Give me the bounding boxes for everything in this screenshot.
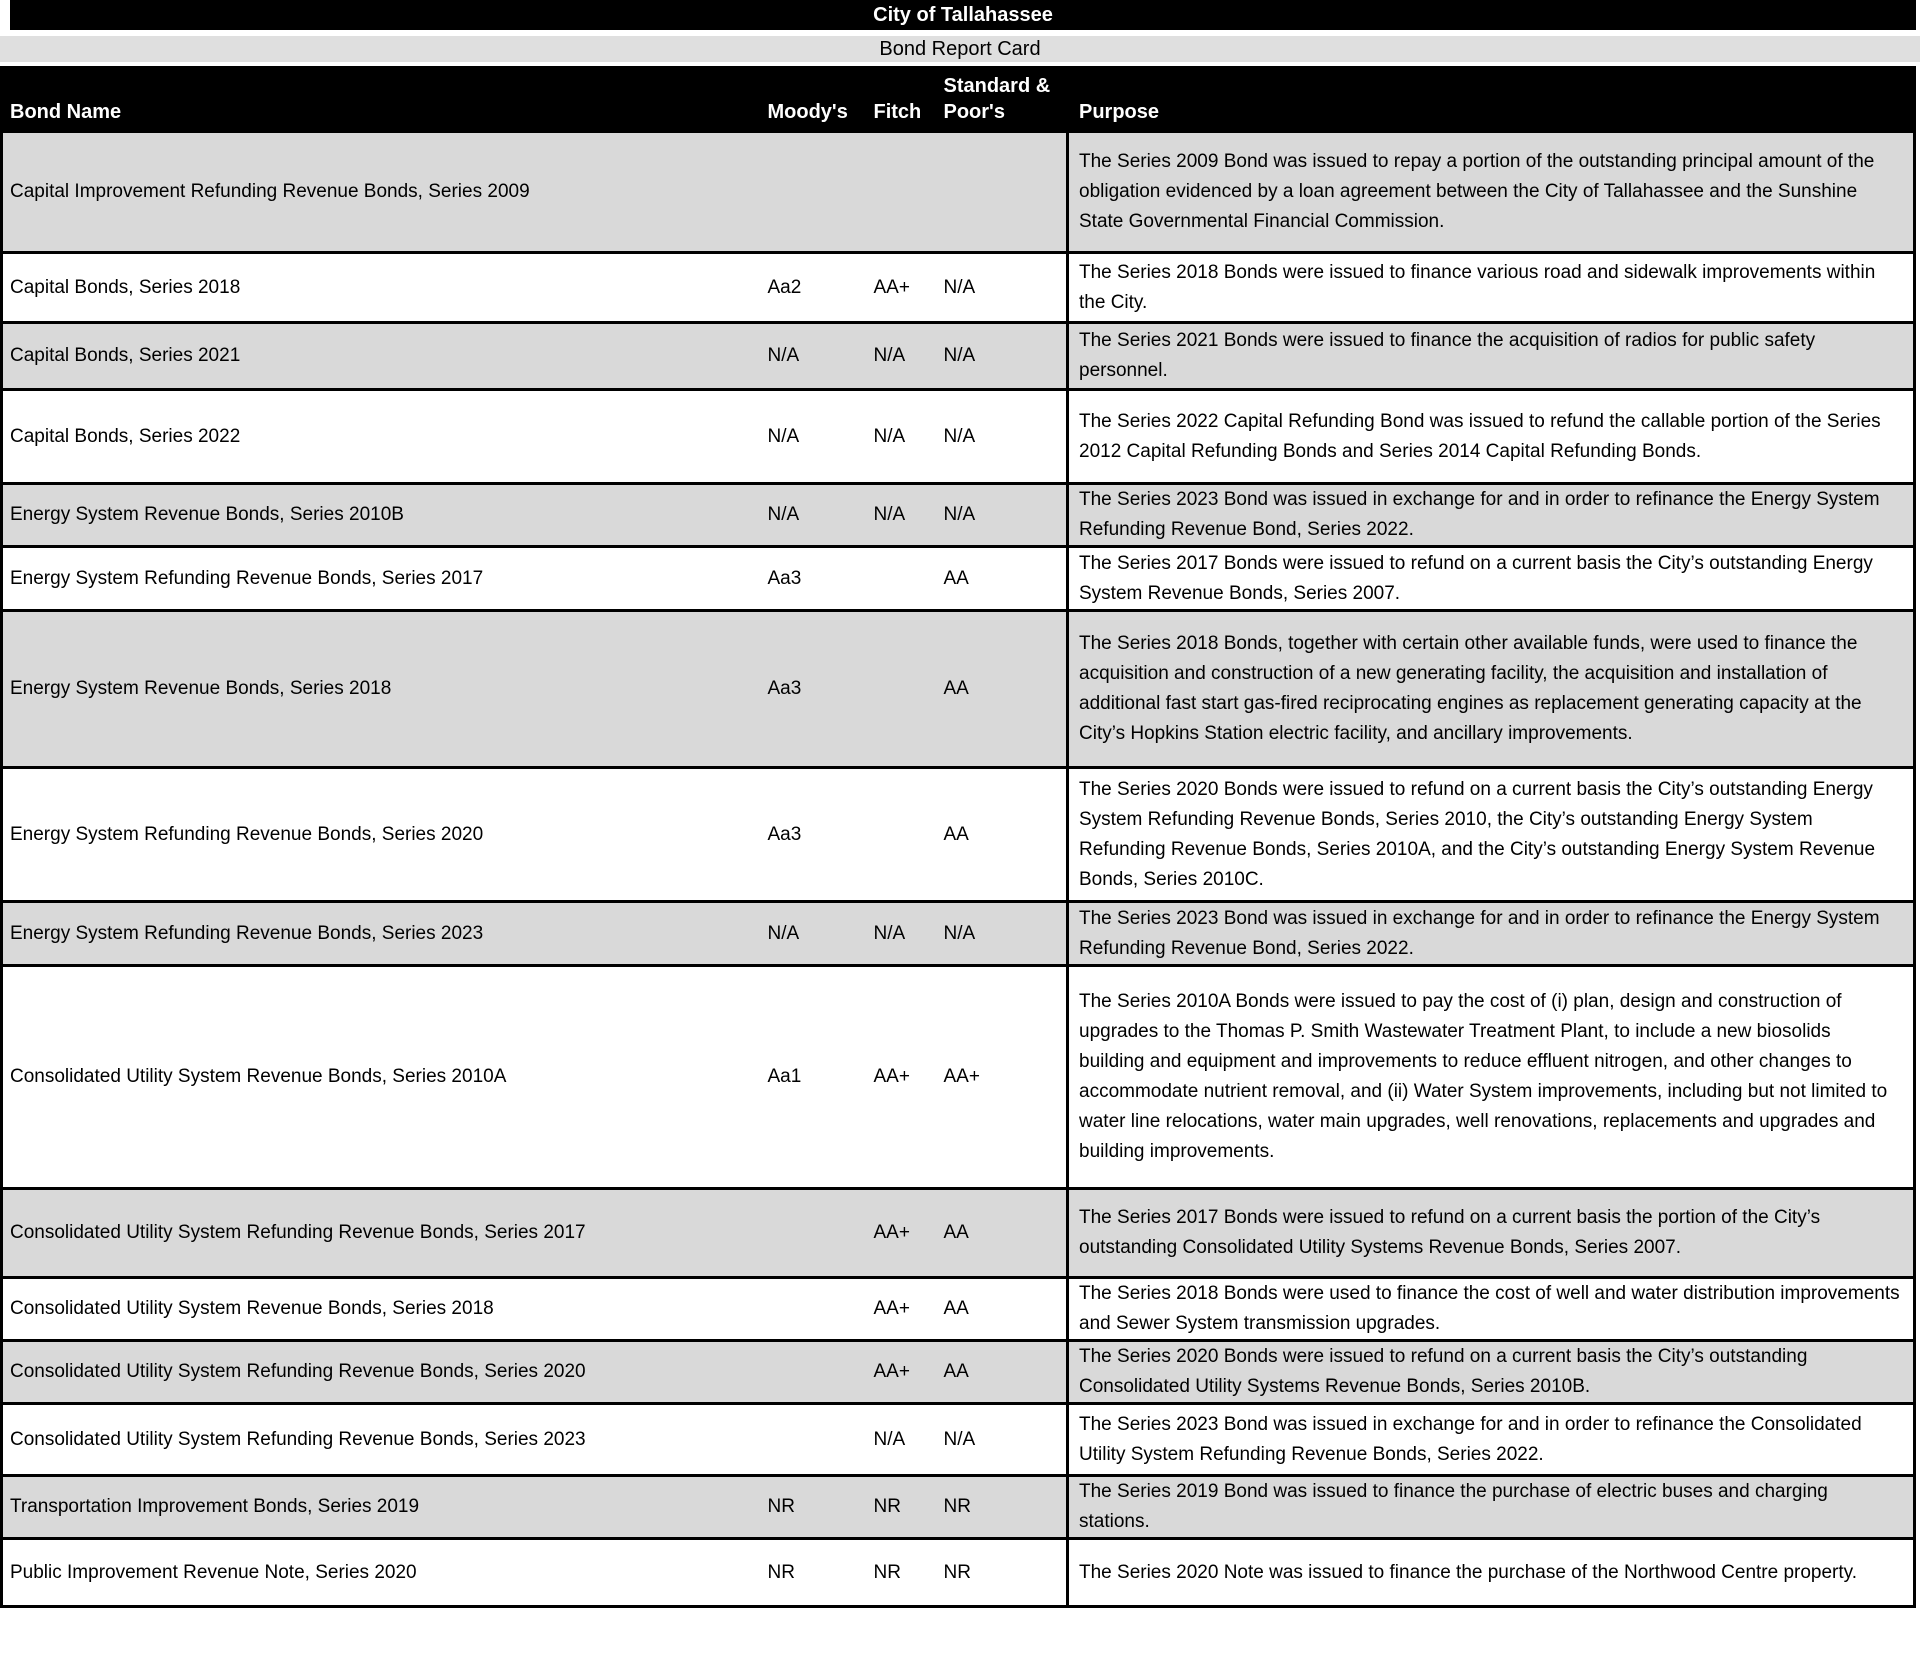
col-header-fitch: Fitch (873, 101, 922, 123)
sp-rating-cell: AA (943, 1222, 969, 1243)
sp-rating-cell: N/A (943, 345, 976, 366)
moodys-rating-cell: Aa3 (767, 678, 802, 699)
bond-name-cell: Energy System Refunding Revenue Bonds, Series 2023 (10, 922, 484, 944)
table-row (2, 1476, 1915, 1539)
fitch-rating-cell: AA+ (873, 1361, 910, 1382)
fitch-rating-cell (870, 547, 940, 611)
table-row (2, 1341, 1915, 1404)
sp-rating-cell: NR (943, 1561, 971, 1583)
sp-rating-cell: AA (943, 823, 969, 845)
moodys-rating-cell: N/A (767, 345, 800, 366)
moodys-rating-cell: Aa1 (767, 1066, 802, 1087)
purpose-cell: The Series 2017 Bonds were issued to refund on a current basis the portion of the City’s outstanding Consolidated Utility Systems Revenue Bonds, Series 2007. (1068, 1189, 1915, 1278)
sp-rating-cell: N/A (943, 276, 976, 298)
table-row (2, 484, 1915, 547)
col-header-sp-line2: Poor's (943, 101, 1005, 123)
sp-rating-cell: N/A (943, 1428, 976, 1450)
table-row (2, 132, 1915, 253)
moodys-rating-cell: N/A (767, 922, 800, 944)
purpose-cell: The Series 2009 Bond was issued to repay a portion of the outstanding principal amount of the obligation evidenced by a loan agreement between the City of Tallahassee and the Sunshine State Governmental Financial Commission. (1068, 132, 1915, 253)
fitch-rating-cell (870, 768, 940, 902)
report-title-bar (10, 0, 1916, 30)
purpose-cell: The Series 2019 Bond was issued to finance the purchase of electric buses and charging stations. (1068, 1476, 1915, 1539)
purpose-cell: The Series 2023 Bond was issued in exchange for and in order to refinance the Energy System Refunding Revenue Bond, Series 2022. (1068, 484, 1915, 547)
bond-name-cell: Capital Improvement Refunding Revenue Bonds, Series 2009 (10, 181, 530, 202)
table-row (2, 1278, 1915, 1341)
sp-rating-cell: AA+ (943, 1066, 980, 1087)
col-header-moodys: Moody's (767, 101, 848, 123)
bond-report-table (0, 66, 1916, 1608)
fitch-rating-cell: N/A (873, 922, 906, 944)
col-header-purpose: Purpose (1068, 68, 1915, 132)
purpose-cell: The Series 2020 Note was issued to finance the purchase of the Northwood Centre property. (1068, 1539, 1915, 1607)
header-row (2, 68, 1915, 132)
moodys-rating-cell (764, 1404, 870, 1476)
purpose-cell: The Series 2018 Bonds were issued to finance various road and sidewalk improvements within the City. (1068, 253, 1915, 323)
bond-name-cell: Consolidated Utility System Refunding Revenue Bonds, Series 2023 (10, 1428, 586, 1450)
purpose-cell: The Series 2018 Bonds were used to finance the cost of well and water distribution improvements and Sewer System transmission upgrades. (1068, 1278, 1915, 1341)
fitch-rating-cell: AA+ (873, 1066, 910, 1087)
table-row (2, 1189, 1915, 1278)
table-row (2, 902, 1915, 966)
table-row (2, 768, 1915, 902)
moodys-rating-cell (764, 1189, 870, 1278)
bond-name-cell: Energy System Refunding Revenue Bonds, Series 2017 (10, 567, 484, 589)
table-row (2, 253, 1915, 323)
fitch-rating-cell: NR (873, 1496, 901, 1517)
purpose-cell: The Series 2023 Bond was issued in exchange for and in order to refinance the Consolidated Utility System Refunding Revenue Bonds, Series 2022. (1068, 1404, 1915, 1476)
purpose-cell: The Series 2018 Bonds, together with certain other available funds, were used to finance the acquisition and construction of a new generating facility, the acquisition and installation of additional fast start gas-fired reciprocating engines as replacement generating capacity at the City’s Hopkins Station electric facility, and ancillary improvements. (1068, 611, 1915, 768)
moodys-rating-cell (764, 1278, 870, 1341)
sp-rating-cell: AA (943, 1298, 969, 1319)
purpose-cell: The Series 2023 Bond was issued in exchange for and in order to refinance the Energy System Refunding Revenue Bond, Series 2022. (1068, 902, 1915, 966)
fitch-rating-cell: N/A (873, 1428, 906, 1450)
bond-name-cell: Consolidated Utility System Refunding Revenue Bonds, Series 2020 (10, 1361, 586, 1382)
table-row (2, 547, 1915, 611)
table-row (2, 323, 1915, 390)
report-subtitle-bar (0, 36, 1920, 62)
sp-rating-cell: AA (943, 567, 969, 589)
bond-name-cell: Energy System Refunding Revenue Bonds, Series 2020 (10, 823, 484, 845)
bond-name-cell: Consolidated Utility System Revenue Bonds, Series 2010A (10, 1066, 507, 1087)
bond-name-cell: Consolidated Utility System Refunding Revenue Bonds, Series 2017 (10, 1222, 586, 1243)
table-row (2, 1539, 1915, 1607)
fitch-rating-cell (870, 611, 940, 768)
purpose-cell: The Series 2017 Bonds were issued to refund on a current basis the City’s outstanding Energy System Revenue Bonds, Series 2007. (1068, 547, 1915, 611)
moodys-rating-cell: Aa3 (767, 567, 802, 589)
bond-name-cell: Capital Bonds, Series 2018 (10, 276, 241, 298)
report-subtitle: Bond Report Card (879, 37, 1041, 60)
sp-rating-cell (940, 132, 1068, 253)
fitch-rating-cell (870, 132, 940, 253)
purpose-cell: The Series 2020 Bonds were issued to refund on a current basis the City’s outstanding Consolidated Utility Systems Revenue Bonds, Series 2010B. (1068, 1341, 1915, 1404)
bond-name-cell: Capital Bonds, Series 2021 (10, 345, 241, 366)
bond-table-header (2, 68, 1915, 132)
table-row (2, 611, 1915, 768)
purpose-cell: The Series 2021 Bonds were issued to finance the acquisition of radios for public safety personnel. (1068, 323, 1915, 390)
fitch-rating-cell: AA+ (873, 1222, 910, 1243)
fitch-rating-cell: AA+ (873, 276, 910, 298)
purpose-cell: The Series 2010A Bonds were issued to pay the cost of (i) plan, design and construction of upgrades to the Thomas P. Smith Wastewater Treatment Plant, to include a new biosolids building and equipment and improvements to reduce effluent nitrogen, and other changes to accommodate nutrient removal, and (ii) Water System improvements, including but not limited to water line relocations, water main upgrades, well renovations, replacements and upgrades and building improvements. (1068, 966, 1915, 1189)
moodys-rating-cell: N/A (767, 504, 800, 525)
moodys-rating-cell: NR (767, 1496, 795, 1517)
table-row (2, 390, 1915, 484)
bond-name-cell: Transportation Improvement Bonds, Series 2019 (10, 1496, 420, 1517)
sp-rating-cell: N/A (943, 504, 976, 525)
fitch-rating-cell: N/A (873, 504, 906, 525)
bond-name-cell: Public Improvement Revenue Note, Series 2020 (10, 1561, 417, 1583)
moodys-rating-cell (764, 1341, 870, 1404)
fitch-rating-cell: NR (873, 1561, 901, 1583)
sp-rating-cell: NR (943, 1496, 971, 1517)
moodys-rating-cell: Aa3 (767, 823, 802, 845)
table-row (2, 1404, 1915, 1476)
fitch-rating-cell: AA+ (873, 1298, 910, 1319)
col-header-bond-name: Bond Name (10, 101, 122, 123)
moodys-rating-cell (764, 132, 870, 253)
moodys-rating-cell: Aa2 (767, 276, 802, 298)
col-header-standard-poors (940, 68, 1068, 132)
col-header-sp-line1: Standard & (943, 75, 1051, 97)
bond-table-body (2, 132, 1915, 1607)
bond-name-cell: Energy System Revenue Bonds, Series 2010B (10, 504, 404, 525)
sp-rating-cell: AA (943, 678, 969, 699)
fitch-rating-cell: N/A (873, 425, 906, 447)
moodys-rating-cell: NR (767, 1561, 795, 1583)
fitch-rating-cell: N/A (873, 345, 906, 366)
purpose-cell: The Series 2022 Capital Refunding Bond was issued to refund the callable portion of the Series 2012 Capital Refunding Bonds and Series 2014 Capital Refunding Bonds. (1068, 390, 1915, 484)
bond-name-cell: Energy System Revenue Bonds, Series 2018 (10, 678, 392, 699)
table-row (2, 966, 1915, 1189)
bond-name-cell: Consolidated Utility System Revenue Bonds, Series 2018 (10, 1298, 494, 1319)
sp-rating-cell: N/A (943, 922, 976, 944)
bond-name-cell: Capital Bonds, Series 2022 (10, 425, 241, 447)
sp-rating-cell: N/A (943, 425, 976, 447)
purpose-cell: The Series 2020 Bonds were issued to refund on a current basis the City’s outstanding Energy System Refunding Revenue Bonds, Series 2010, the City’s outstanding Energy System Refunding Revenue Bonds, Series 2010A, and the City’s outstanding Energy System Revenue Bonds, Series 2010C. (1068, 768, 1915, 902)
sp-rating-cell: AA (943, 1361, 969, 1382)
moodys-rating-cell: N/A (767, 425, 800, 447)
report-title: City of Tallahassee (873, 3, 1053, 26)
